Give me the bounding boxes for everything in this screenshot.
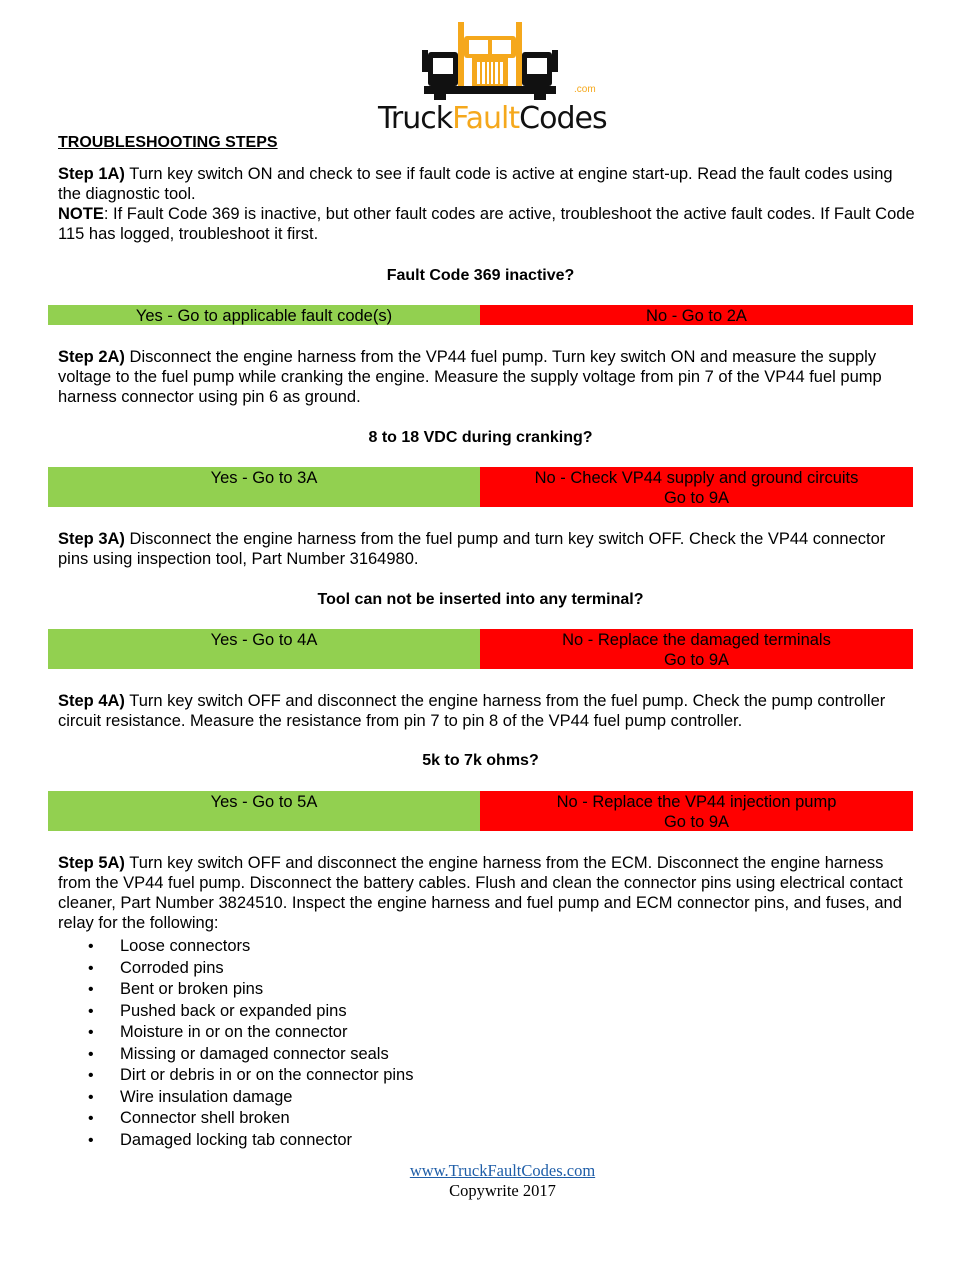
yes-answer: Yes - Go to applicable fault code(s) — [48, 305, 480, 325]
answer-row-2 — [48, 467, 913, 507]
list-item: • Damaged locking tab connector — [88, 1130, 413, 1152]
question-4: 5k to 7k ohms? — [422, 752, 539, 769]
footer-copyright: Copywrite 2017 — [449, 1181, 556, 1200]
note-label: NOTE — [58, 205, 104, 223]
no-answer: No - Go to 2A — [480, 305, 913, 325]
step-4a — [58, 691, 918, 731]
step-2a — [58, 347, 918, 407]
question-2: 8 to 18 VDC during cranking? — [368, 429, 593, 446]
yes-answer: Yes - Go to 3A — [48, 467, 480, 507]
step-text: Disconnect the engine harness from the VP44 fuel pump. Turn key switch ON and measure the supply voltage to the fuel pump while cranking the engine. Measure the supply voltage from pin 7 of the VP44 fuel pump harness connector using pin 6 as ground. — [58, 348, 882, 406]
yes-answer: Yes - Go to 4A — [48, 629, 480, 669]
step-3a — [58, 529, 918, 569]
answer-row-3 — [48, 629, 913, 669]
step-1a — [58, 164, 918, 244]
page-title: TROUBLESHOOTING STEPS — [58, 134, 278, 151]
step-text: Disconnect the engine harness from the fuel pump and turn key switch OFF. Check the VP44 connector pins using inspection tool, Part Number 3164980. — [58, 530, 886, 568]
yes-answer: Yes - Go to 5A — [48, 791, 480, 831]
list-item: • Corroded pins — [88, 958, 413, 980]
logo-com-suffix: .com — [574, 84, 596, 95]
list-item: • Loose connectors — [88, 936, 413, 958]
no-answer: No - Replace the VP44 injection pump Go to 9A — [480, 791, 913, 831]
list-item: • Missing or damaged connector seals — [88, 1044, 413, 1066]
step-label: Step 2A) — [58, 348, 125, 366]
step-5a — [58, 853, 918, 933]
list-item: • Bent or broken pins — [88, 979, 413, 1001]
question-3: Tool can not be inserted into any terminal? — [317, 591, 644, 608]
step-label: Step 3A) — [58, 530, 125, 548]
inspection-checklist — [88, 936, 413, 1151]
list-item: • Connector shell broken — [88, 1108, 413, 1130]
no-answer: No - Check VP44 supply and ground circuits Go to 9A — [480, 467, 913, 507]
step-label: Step 4A) — [58, 692, 125, 710]
step-text: Turn key switch ON and check to see if fault code is active at engine start-up. Read the fault codes using the diagnostic tool. — [58, 165, 893, 203]
step-label: Step 1A) — [58, 165, 125, 183]
list-item: • Wire insulation damage — [88, 1087, 413, 1109]
step-text: Turn key switch OFF and disconnect the engine harness from the ECM. Disconnect the engine harness from the VP44 fuel pump. Disconnect the battery cables. Flush and clean the connector pins using electrical contact cleaner, Part Number 3824510. Inspect the engine harness and fuel pump and ECM connector pins, and fuses, and relay for the following: — [58, 854, 903, 932]
question-1: Fault Code 369 inactive? — [386, 267, 575, 284]
step-label: Step 5A) — [58, 854, 125, 872]
footer-link-container — [0, 1161, 979, 1181]
list-item: • Dirt or debris in or on the connector pins — [88, 1065, 413, 1087]
truck-icon — [414, 20, 566, 100]
logo-wordmark: TruckFaultCodes — [378, 101, 607, 136]
list-item: • Pushed back or expanded pins — [88, 1001, 413, 1023]
site-logo — [378, 20, 607, 136]
answer-row-1 — [48, 305, 913, 325]
list-item: • Moisture in or on the connector — [88, 1022, 413, 1044]
no-answer: No - Replace the damaged terminals Go to 9A — [480, 629, 913, 669]
step-text: Turn key switch OFF and disconnect the engine harness from the fuel pump. Check the pump controller circuit resistance. Measure the resistance from pin 7 to pin 8 of the VP44 fuel pump controller. — [58, 692, 886, 730]
answer-row-4 — [48, 791, 913, 831]
note-text: : If Fault Code 369 is inactive, but other fault codes are active, troubleshoot the active fault codes. If Fault Code 115 has logged, troubleshoot it first. — [58, 205, 915, 243]
footer-link[interactable]: www.TruckFaultCodes.com — [409, 1161, 596, 1180]
